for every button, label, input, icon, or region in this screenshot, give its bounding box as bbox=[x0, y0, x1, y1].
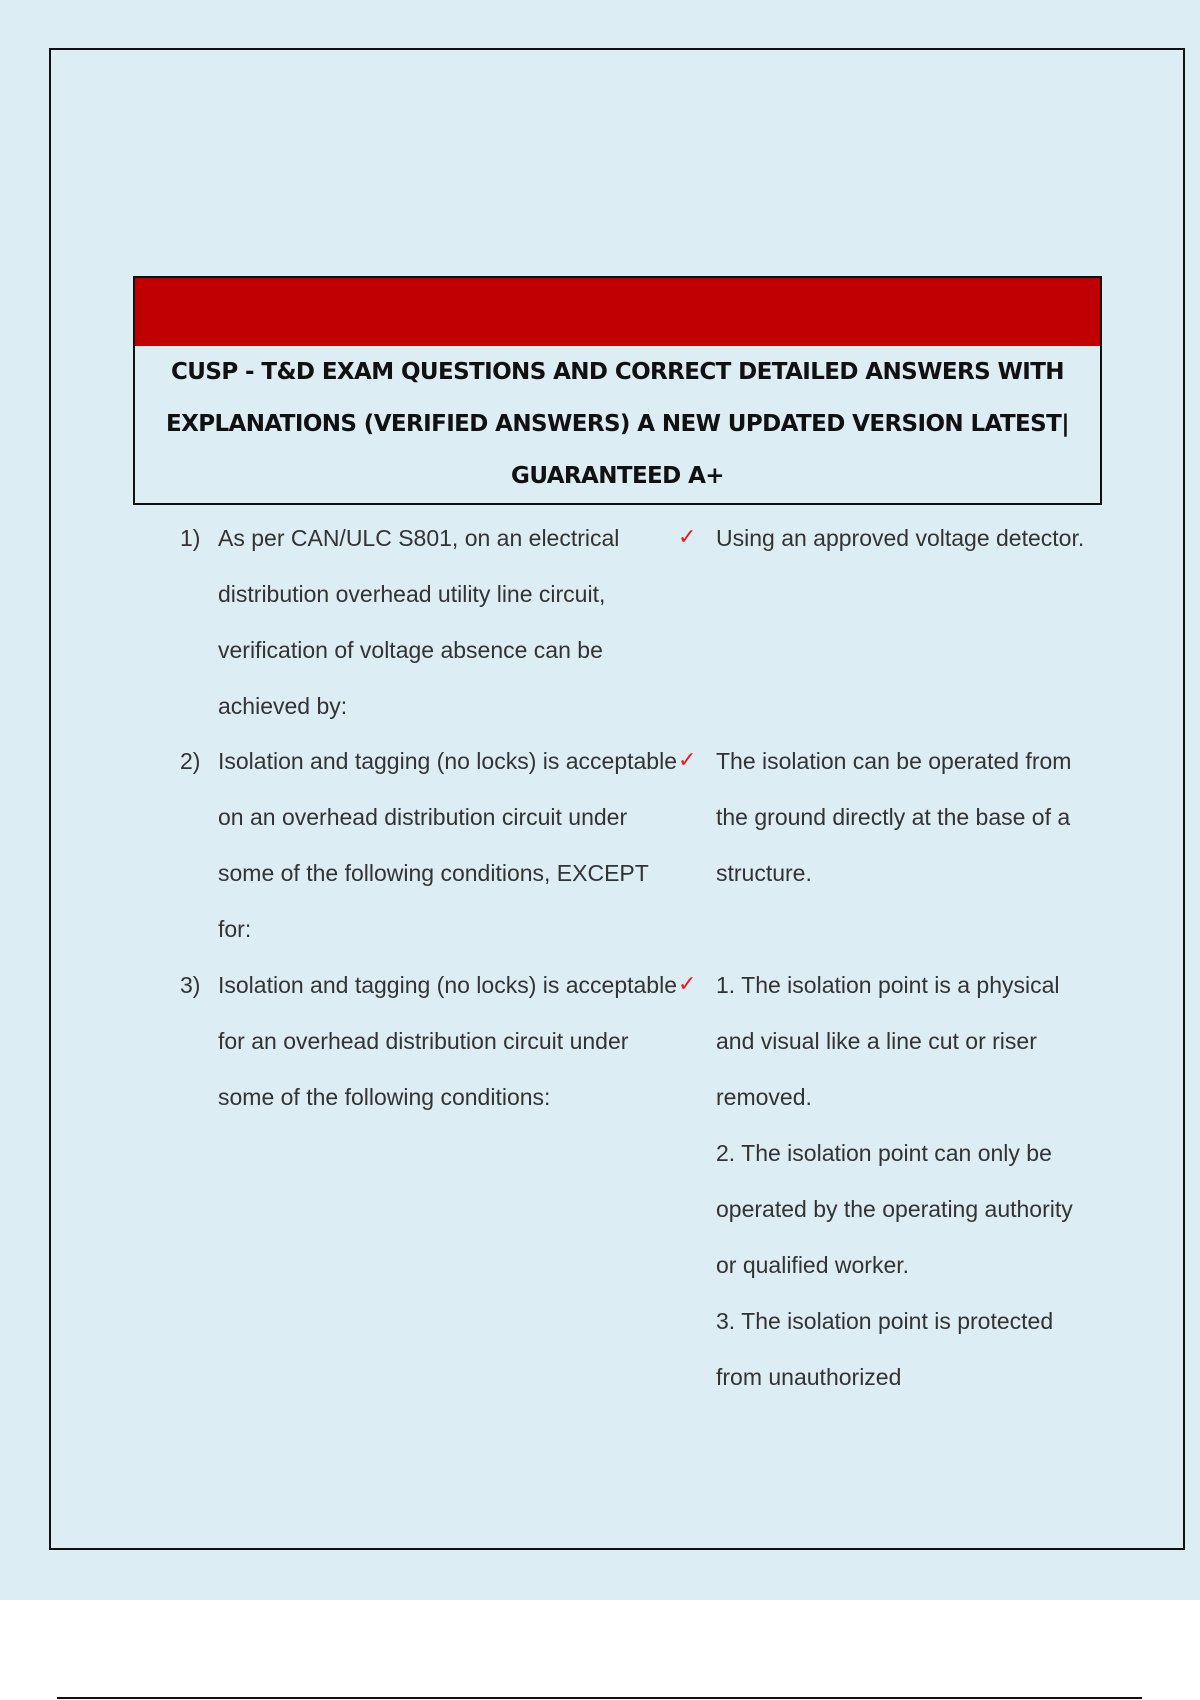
check-mark-icon: ✓ bbox=[678, 748, 697, 773]
check-mark-icon: ✓ bbox=[678, 525, 697, 550]
question-list bbox=[180, 510, 1100, 1405]
question-number: 1) bbox=[180, 525, 201, 551]
question-text: Isolation and tagging (no locks) is acceptable on an overhead distribution circuit under some of the following conditions, EXCEPT for: bbox=[218, 748, 678, 942]
answer-line: Using an approved voltage detector. bbox=[716, 525, 1085, 551]
footer-rule bbox=[57, 1697, 1142, 1699]
check-mark-icon: ✓ bbox=[678, 972, 697, 997]
answer-text bbox=[716, 510, 1086, 733]
question-number: 3) bbox=[180, 972, 201, 998]
question-number: 2) bbox=[180, 748, 201, 774]
title-line: CUSP - T&D EXAM QUESTIONS AND CORRECT DETAILED ANSWERS WITH bbox=[171, 359, 1064, 385]
document-title bbox=[135, 346, 1100, 502]
question-item bbox=[180, 733, 1100, 957]
question-text: Isolation and tagging (no locks) is acceptable for an overhead distribution circuit under some of the following conditions: bbox=[218, 972, 678, 1110]
answer-text bbox=[716, 733, 1086, 957]
title-box bbox=[133, 276, 1102, 505]
title-accent-bar bbox=[135, 278, 1100, 346]
answer-text bbox=[716, 957, 1086, 1405]
answer-line: The isolation can be operated from the ground directly at the base of a structure. bbox=[716, 748, 1072, 886]
question-text: As per CAN/ULC S801, on an electrical distribution overhead utility line circuit, verification of voltage absence can be achieved by: bbox=[218, 525, 620, 719]
answer-line: 1. The isolation point is a physical and visual like a line cut or riser removed. bbox=[716, 972, 1060, 1110]
title-line: EXPLANATIONS (VERIFIED ANSWERS) A NEW UPDATED VERSION LATEST| bbox=[165, 411, 1070, 437]
title-line: GUARANTEED A+ bbox=[511, 463, 724, 489]
answer-line: 2. The isolation point can only be operated by the operating authority or qualified worker. bbox=[716, 1140, 1073, 1278]
question-item bbox=[180, 510, 1100, 733]
question-item bbox=[180, 957, 1100, 1405]
answer-line: 3. The isolation point is protected from unauthorized bbox=[716, 1308, 1054, 1390]
